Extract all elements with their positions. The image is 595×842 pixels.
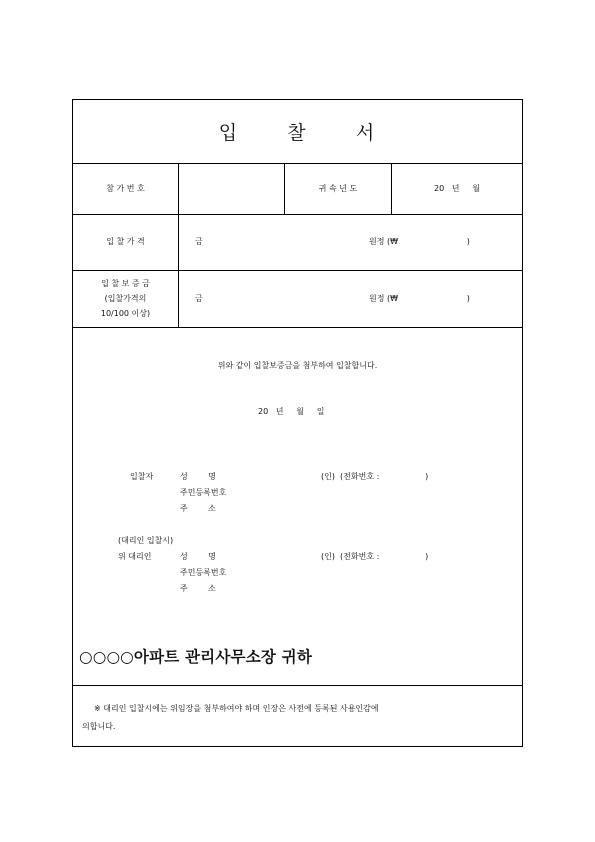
- fiscal-year-label: 귀 속 년 도: [318, 184, 358, 193]
- bid-bond-amount[interactable]: 원정 (₩ ): [369, 294, 470, 303]
- participant-number-label: 참 가 번 호: [106, 184, 145, 193]
- bidder-seal-phone[interactable]: (인) (전화번호 : ): [321, 472, 429, 481]
- form-title: 입 찰 서: [218, 122, 377, 144]
- bidder-label: 입찰자: [130, 472, 154, 481]
- footer-note-line1: ※ 대리인 입찰시에는 위임장을 첨부하여야 하며 인장은 사전에 등록된 사용인감에: [94, 704, 379, 713]
- footer-note-line2: 의합니다.: [82, 722, 116, 731]
- bid-bond-label-sub: 10/100 이상): [100, 309, 151, 318]
- bid-price-prefix: 금: [195, 237, 203, 246]
- bidder-address-label: 주 소: [180, 504, 216, 513]
- divider: [73, 214, 522, 215]
- divider: [73, 163, 522, 164]
- agent-seal-phone[interactable]: (인) (전화번호 : ): [321, 552, 429, 561]
- bid-price-label: 입 찰 가 격: [106, 237, 145, 246]
- bidder-name-label: 성 명: [180, 472, 216, 481]
- statement-text: 위와 같이 입찰보증금을 첨부하여 입찰합니다.: [217, 361, 378, 370]
- bid-bond-label: 입 찰 보 증 금: [101, 279, 150, 288]
- divider: [178, 163, 179, 327]
- agent-note: (대리인 입찰시): [118, 536, 174, 545]
- bid-form: [72, 99, 523, 747]
- bid-price-amount[interactable]: 원정 (₩ ): [369, 237, 470, 246]
- agent-name-label: 성 명: [180, 552, 216, 561]
- bid-bond-label-sub: (입찰가격의: [104, 294, 147, 303]
- divider: [73, 327, 522, 328]
- divider: [73, 270, 522, 271]
- addressee: ○○○○아파트 관리사무소장 귀하: [79, 648, 312, 666]
- agent-id-label: 주민등록번호: [180, 568, 227, 577]
- bid-date[interactable]: 20 년 월 일: [258, 407, 325, 416]
- divider: [73, 685, 522, 686]
- bidder-id-label: 주민등록번호: [180, 488, 227, 497]
- agent-address-label: 주 소: [180, 584, 216, 593]
- fiscal-year-value[interactable]: 20 년 월: [434, 184, 480, 193]
- agent-label: 위 대리인: [118, 552, 152, 561]
- bid-bond-prefix: 금: [195, 294, 203, 303]
